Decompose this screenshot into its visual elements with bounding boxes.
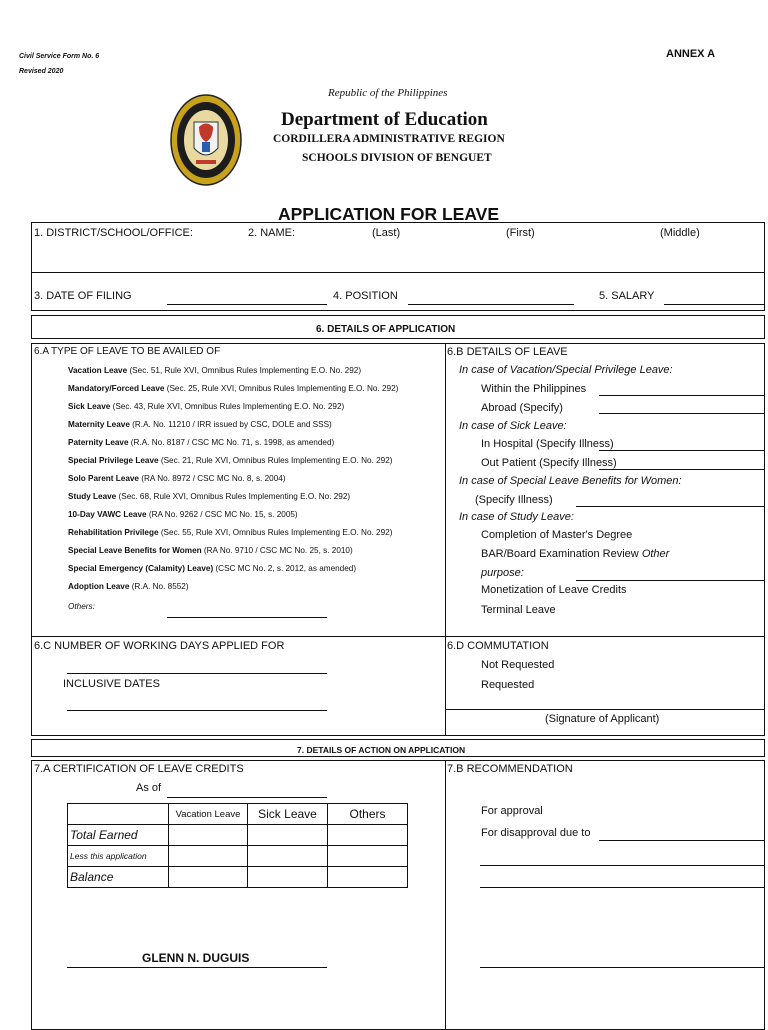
bar-review-option[interactable] xyxy=(481,548,669,560)
table-row xyxy=(68,846,408,867)
disapproval-reason-line-3[interactable] xyxy=(480,887,764,888)
study-case-label: In case of Study Leave: xyxy=(459,511,574,523)
less-application-label: Less this application xyxy=(68,846,169,867)
section6-divider xyxy=(445,343,446,736)
others-line[interactable] xyxy=(167,617,327,618)
signatory-name: GLENN N. DUGUIS xyxy=(142,951,250,965)
in-hospital-line[interactable] xyxy=(599,450,764,451)
details-of-leave-title: 6.B DETAILS OF LEAVE xyxy=(447,346,568,358)
total-earned-label: Total Earned xyxy=(68,825,169,846)
position-line[interactable] xyxy=(408,304,574,305)
leave-option-vacation[interactable]: Vacation Leave (Sec. 51, Rule XVI, Omnibus Rules Implementing E.O. No. 292) xyxy=(68,366,362,375)
working-days-title: 6.C NUMBER OF WORKING DAYS APPLIED FOR xyxy=(34,640,285,652)
republic-line: Republic of the Philippines xyxy=(328,87,448,99)
as-of-label: As of xyxy=(136,782,162,794)
region-name: CORDILLERA ADMINISTRATIVE REGION xyxy=(273,133,505,145)
out-patient-option[interactable]: Out Patient (Specify Illness) xyxy=(481,457,617,469)
recommender-signature-line[interactable] xyxy=(480,967,764,968)
abroad-line[interactable] xyxy=(599,413,764,414)
signatory-line xyxy=(67,967,327,968)
leave-option-women-benefits[interactable]: Special Leave Benefits for Women (RA No. 9710 / CSC MC No. 25, s. 2010) xyxy=(68,546,353,555)
division-name: SCHOOLS DIVISION OF BENGUET xyxy=(302,152,492,164)
leave-option-calamity[interactable]: Special Emergency (Calamity) Leave) (CSC MC No. 2, s. 2012, as amended) xyxy=(68,564,357,573)
leave-option-adoption[interactable]: Adoption Leave (R.A. No. 8552) xyxy=(68,582,189,591)
annex-label: ANNEX A xyxy=(666,48,716,60)
leave-option-paternity[interactable]: Paternity Leave (R.A. No. 8187 / CSC MC No. 71, s. 1998, as amended) xyxy=(68,438,335,447)
commutation-title: 6.D COMMUTATION xyxy=(447,640,549,652)
filing-row xyxy=(31,272,765,311)
applicant-signature-label: (Signature of Applicant) xyxy=(545,713,660,725)
table-cell[interactable] xyxy=(248,846,328,867)
table-cell[interactable] xyxy=(248,825,328,846)
in-hospital-option[interactable]: In Hospital (Specify Illness) xyxy=(481,438,614,450)
recommendation-title: 7.B RECOMMENDATION xyxy=(447,763,573,775)
terminal-leave-option[interactable]: Terminal Leave xyxy=(481,604,556,616)
middle-name-label: (Middle) xyxy=(660,227,700,239)
balance-label: Balance xyxy=(68,867,169,888)
leave-option-rehabilitation[interactable]: Rehabilitation Privilege (Sec. 55, Rule XVI, Omnibus Rules Implementing E.O. No. 292) xyxy=(68,528,393,537)
others-label: Others: xyxy=(68,602,95,611)
table-row xyxy=(68,825,408,846)
leave-option-maternity[interactable]: Maternity Leave (R.A. No. 11210 / IRR issued by CSC, DOLE and SSS) xyxy=(68,420,332,429)
section7-title: 7. DETAILS OF ACTION ON APPLICATION xyxy=(297,745,466,755)
table-cell[interactable] xyxy=(169,867,248,888)
form-number: Civil Service Form No. 6 xyxy=(19,53,100,60)
date-filing-label: 3. DATE OF FILING xyxy=(34,290,132,302)
specify-illness-line[interactable] xyxy=(576,506,764,507)
type-of-leave-title: 6.A TYPE OF LEAVE TO BE AVAILED OF xyxy=(34,346,221,357)
for-approval-option[interactable]: For approval xyxy=(481,805,543,817)
within-ph-option[interactable]: Within the Philippines xyxy=(481,383,587,395)
section7-divider xyxy=(445,760,446,1030)
requested-option[interactable]: Requested xyxy=(481,679,535,691)
women-case-label: In case of Special Leave Benefits for Women: xyxy=(459,475,682,487)
form-title: APPLICATION FOR LEAVE xyxy=(278,204,500,224)
vacation-leave-header: Vacation Leave xyxy=(169,804,248,825)
first-name-label: (First) xyxy=(506,227,535,239)
other-purpose-line[interactable] xyxy=(576,580,764,581)
inclusive-dates-line[interactable] xyxy=(67,710,327,711)
leave-type-list xyxy=(68,362,443,596)
section6-title: 6. DETAILS OF APPLICATION xyxy=(316,324,456,335)
table-corner-cell xyxy=(68,804,169,825)
table-cell[interactable] xyxy=(328,846,408,867)
table-cell[interactable] xyxy=(169,825,248,846)
deped-seal-icon xyxy=(169,92,243,188)
within-ph-line[interactable] xyxy=(599,395,764,396)
table-cell[interactable] xyxy=(328,825,408,846)
sick-case-label: In case of Sick Leave: xyxy=(459,420,567,432)
for-disapproval-option[interactable]: For disapproval due to xyxy=(481,827,591,839)
disapproval-reason-line-2[interactable] xyxy=(480,865,764,866)
masters-option[interactable]: Completion of Master's Degree xyxy=(481,529,633,541)
monetization-option[interactable]: Monetization of Leave Credits xyxy=(481,584,627,596)
bar-review-label: BAR/Board Examination Review xyxy=(481,548,639,560)
disapproval-reason-line-1[interactable] xyxy=(599,840,764,841)
applicant-signature-line[interactable] xyxy=(445,709,765,710)
salary-line[interactable] xyxy=(664,304,764,305)
leave-option-sick[interactable]: Sick Leave (Sec. 43, Rule XVI, Omnibus Rules Implementing E.O. No. 292) xyxy=(68,402,345,411)
salary-label: 5. SALARY xyxy=(599,290,655,302)
last-name-label: (Last) xyxy=(372,227,401,239)
specify-illness-label: (Specify Illness) xyxy=(475,494,553,506)
other-purpose-label: Other xyxy=(641,548,670,560)
as-of-line[interactable] xyxy=(167,797,327,798)
leave-option-vawc[interactable]: 10-Day VAWC Leave (RA No. 9262 / CSC MC No. 15, s. 2005) xyxy=(68,510,298,519)
department-name: Department of Education xyxy=(281,109,488,130)
section6-row-divider xyxy=(31,636,765,637)
working-days-line[interactable] xyxy=(67,673,327,674)
section7-body xyxy=(31,760,765,1030)
sick-leave-header: Sick Leave xyxy=(248,804,328,825)
table-cell[interactable] xyxy=(248,867,328,888)
table-cell[interactable] xyxy=(169,846,248,867)
leave-option-study[interactable]: Study Leave (Sec. 68, Rule XVI, Omnibus Rules Implementing E.O. No. 292) xyxy=(68,492,351,501)
name-label: 2. NAME: xyxy=(248,227,296,239)
date-filing-line[interactable] xyxy=(167,304,327,305)
abroad-option[interactable]: Abroad (Specify) xyxy=(481,402,563,414)
position-label: 4. POSITION xyxy=(333,290,398,302)
others-header: Others xyxy=(328,804,408,825)
leave-credits-table xyxy=(67,803,408,888)
table-cell[interactable] xyxy=(328,867,408,888)
office-label: 1. DISTRICT/SCHOOL/OFFICE: xyxy=(34,227,193,239)
leave-option-special-privilege[interactable]: Special Privilege Leave (Sec. 21, Rule XVI, Omnibus Rules Implementing E.O. No. 292) xyxy=(68,456,393,465)
inclusive-dates-label: INCLUSIVE DATES xyxy=(63,678,160,690)
vacation-case-label: In case of Vacation/Special Privilege Leave: xyxy=(459,364,673,376)
table-row xyxy=(68,867,408,888)
not-requested-option[interactable]: Not Requested xyxy=(481,659,555,671)
table-row xyxy=(68,804,408,825)
purpose-label: purpose: xyxy=(481,567,524,579)
out-patient-line[interactable] xyxy=(599,469,764,470)
leave-option-solo-parent[interactable]: Solo Parent Leave (RA No. 8972 / CSC MC No. 8, s. 2004) xyxy=(68,474,286,483)
leave-option-mandatory[interactable]: Mandatory/Forced Leave (Sec. 25, Rule XVI, Omnibus Rules Implementing E.O. No. 292) xyxy=(68,384,399,393)
form-revised: Revised 2020 xyxy=(19,68,64,75)
certification-title: 7.A CERTIFICATION OF LEAVE CREDITS xyxy=(34,763,244,775)
